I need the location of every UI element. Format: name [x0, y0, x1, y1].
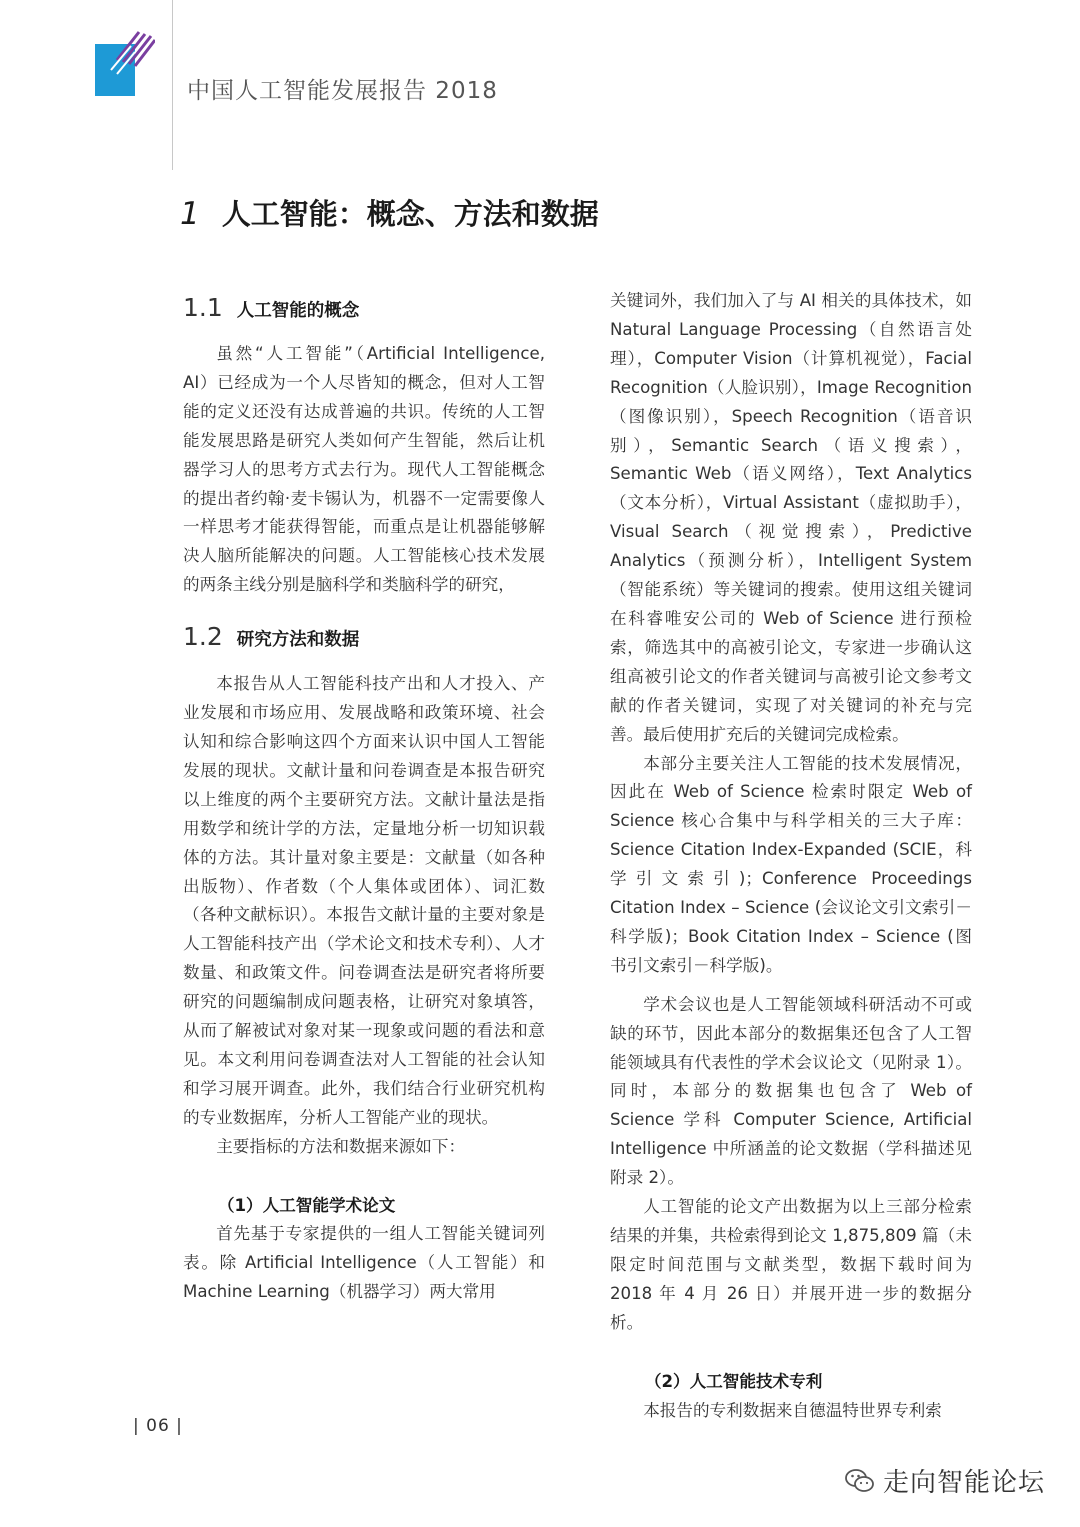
chapter-number: 1 [180, 196, 200, 232]
paragraph-wos-databases: 本部分主要关注人工智能的技术发展情况，因此在 Web of Science 检索时限定 Web of Science 核心合集中与科学相关的三大子库：Science Citation Index-Expanded (SCIE，科学引文索引)；Conference Proceedings Citation Index – Science (会议论文引文索引－科学版)；Book Citation Index – Science (图书引文索引－科学版)。 [610, 753, 972, 975]
paragraph-ai-concept: 虽然“人工智能”（Artificial Intelligence, AI）已经成为一个人尽皆知的概念，但对人工智能的定义还没有达成普遍的共识。传统的人工智能发展思路是研究人类如何产生智能，然后让机器学习人的思考方式去行为。现代人工智能概念的提出者约翰·麦卡锡认为，机器不一定需要像人一样思考才能获得智能，而重点是让机器能够解决人脑所能解决的问题。人工智能核心技术发展的两条主线分别是脑科学和类脑科学的研究， [183, 344, 545, 595]
subheading-papers: （1）人工智能学术论文 [217, 1195, 396, 1215]
paragraph-patents: 本报告的专利数据来自德温特世界专利索 [643, 1400, 942, 1420]
right-column [610, 287, 972, 1425]
header-divider [172, 0, 173, 170]
report-title: 中国人工智能发展报告 2018 [187, 78, 498, 104]
paragraph-keywords: 首先基于专家提供的一组人工智能关键词列表。除 Artificial Intelligence（人工智能）和 Machine Learning（机器学习）两大常用 [183, 1224, 545, 1302]
subheading-patents: （2）人工智能技术专利 [644, 1371, 823, 1391]
page-number: | 06 | [133, 1416, 183, 1436]
footer-brand [845, 1462, 1045, 1499]
paragraph-conferences: 学术会议也是人工智能领域科研活动不可或缺的环节，因此本部分的数据集还包含了人工智能领域具有代表性的学术会议论文（见附录 1）。同时，本部分的数据集也包含了 Web of Science 学科 Computer Science, Artificial Intelligence 中所涵盖的论文数据（学科描述见附录 2）。 [610, 994, 972, 1188]
paragraph-keywords-continued: 关键词外，我们加入了与 AI 相关的具体技术，如 Natural Language Processing（自然语言处理），Computer Vision（计算机视觉），Facial Recognition（人脸识别），Image Recognition（图像识别），Speech Recognition（语音识别），Semantic Search（语义搜索），Semantic Web（语义网络），Text Analytics（文本分析），Virtual Assistant（虚拟助手），Visual Search（视觉搜索），Predictive Analytics（预测分析），Intelligent System（智能系统）等关键词的搜索。使用这组关键词在科睿唯安公司的 Web of Science 进行预检索，筛选其中的高被引论文，专家进一步确认这组高被引论文的作者关键词与高被引论文参考文献的作者关键词，实现了对关键词的补充与完善。最后使用扩充后的关键词完成检索。 [610, 291, 972, 744]
report-logo-icon [95, 30, 155, 98]
section-heading-1-1: 1.1 人工智能的概念 [183, 293, 360, 322]
paragraph-indicators-intro: 主要指标的方法和数据来源如下： [216, 1136, 466, 1156]
section-heading-1-2: 1.2 研究方法和数据 [183, 622, 360, 652]
chapter-heading [180, 192, 599, 233]
paragraph-methods: 本报告从人工智能科技产出和人才投入、产业发展和市场应用、发展战略和政策环境、社会认知和综合影响这四个方面来认识中国人工智能发展的现状。文献计量和问卷调查是本报告研究以上维度的两个主要研究方法。文献计量法是指用数学和统计学的方法，定量地分析一切知识载体的方法。其计量对象主要是：文献量（如各种出版物）、作者数（个人集体或团体）、词汇数（各种文献标识）。本报告文献计量的主要对象是人工智能科技产出（学术论文和技术专利）、人才数量、和政策文件。问卷调查法是研究者将所要研究的问题编制成问题表格，让研究对象填答，从而了解被试对象对某一现象或问题的看法和意见。本文利用问卷调查法对人工智能的社会认知和学习展开调查。此外，我们结合行业研究机构的专业数据库，分析人工智能产业的现状。 [183, 674, 545, 1127]
wechat-icon [845, 1468, 875, 1494]
paragraph-paper-count: 人工智能的论文产出数据为以上三部分检索结果的并集，共检索得到论文 1,875,809 篇（未限定时间范围与文献类型，数据下载时间为 2018 年 4 月 26 日）并展开进一步的数据分析。 [610, 1197, 972, 1332]
chapter-title: 人工智能：概念、方法和数据 [221, 197, 599, 231]
brand-name: 走向智能论坛 [883, 1468, 1046, 1498]
left-column [183, 285, 545, 1307]
